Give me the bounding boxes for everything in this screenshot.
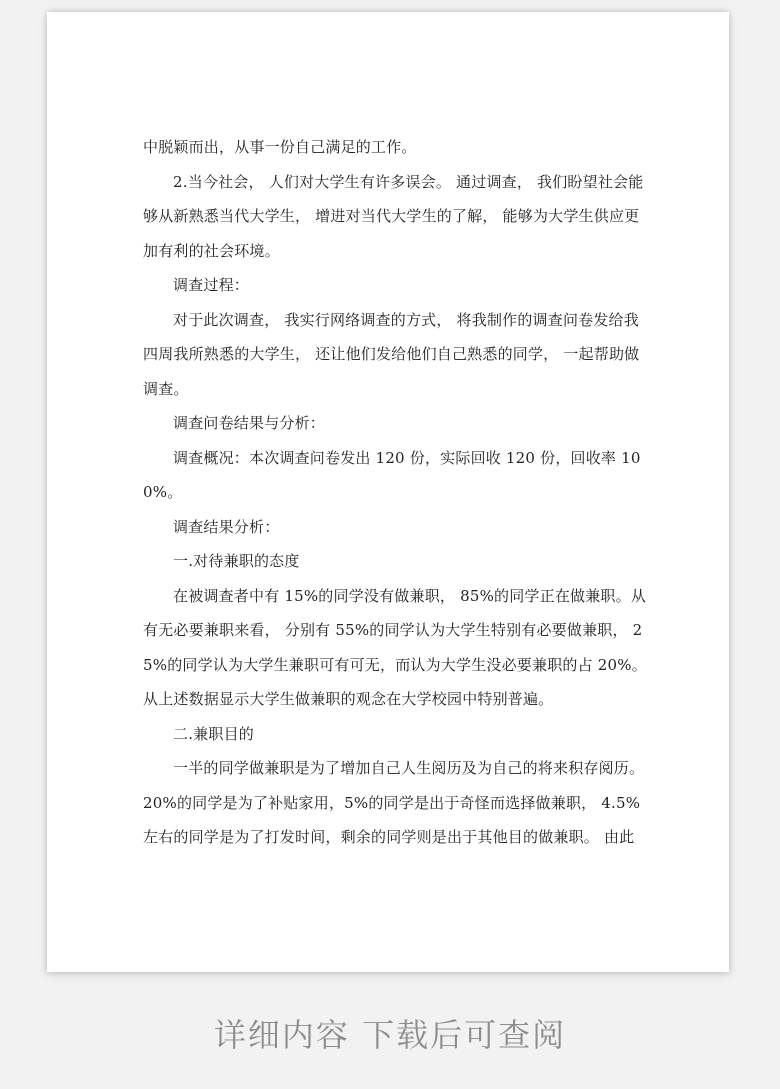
paragraph-4: 对于此次调查， 我实行网络调查的方式， 将我制作的调查问卷发给我四周我所熟悉的大学生， 还让他们发给他们自己熟悉的同学， 一起帮助做调查。 — [143, 310, 640, 398]
paragraph-2: 2.当今社会， 人们对大学生有许多误会。 通过调查， 我们盼望社会能够从新熟悉当代大学生， 增进对当代大学生的了解， 能够为大学生供应更加有利的社会环境。 — [143, 172, 644, 260]
paragraph-8: 一.对待兼职的态度 — [173, 552, 300, 570]
paragraph-6: 调查概况：本次调查问卷发出 120 份，实际回收 120 份，回收率 100%。 — [143, 448, 641, 501]
footer-view-details: 详细内容 下载后可查阅 — [213, 1016, 567, 1054]
paragraph-3: 调查过程： — [173, 276, 250, 294]
paragraph-10: 二.兼职目的 — [173, 724, 254, 743]
paragraph-11: 一半的同学做兼职是为了增加自己人生阅历及为自己的将来积存阅历。20%的同学是为了补贴家用，5%的同学是出于奇怪而选择做兼职， 4.5%左右的同学是为了打发时间，剩余的同学则是出于其他目的做兼职。 由此 — [143, 759, 645, 846]
paragraph-7: 调查结果分析： — [173, 517, 280, 536]
paragraph-9: 在被调查者中有 15%的同学没有做兼职， 85%的同学正在做兼职。从有无必要兼职来看， 分别有 55%的同学认为大学生特别有必要做兼职， 25%的同学认为大学生兼职可有可无，而认为大学生没必要兼职的占 20%。从上述数据显示大学生做兼职的观念在大学校园中特别普遍。 — [143, 586, 647, 708]
document-body — [143, 130, 653, 855]
document-page — [47, 12, 729, 972]
paragraph-1: 中脱颖而出，从事一份自己满足的工作。 — [143, 138, 417, 156]
paragraph-5: 调查问卷结果与分析： — [173, 414, 326, 432]
